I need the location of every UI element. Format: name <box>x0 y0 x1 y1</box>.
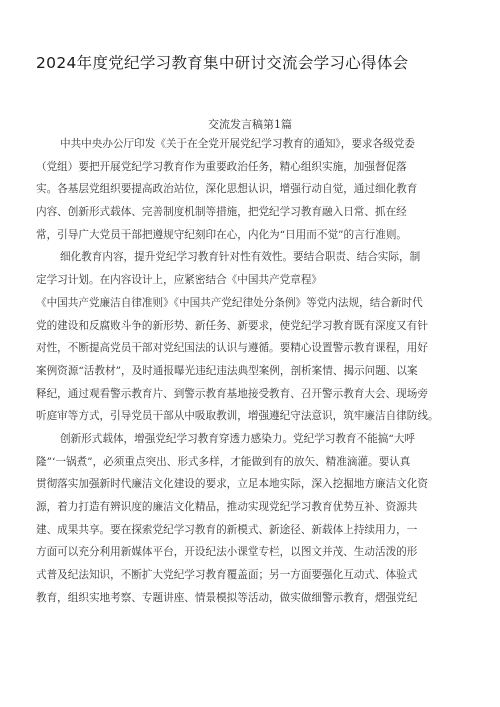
body-line: 定学习计划。在内容设计上，应紧密结合《中国共产党章程》 <box>36 274 323 287</box>
body-line: 释纪，通过观看警示教育片、到警示教育基地接受教育、召开警示教育大会、现场旁 <box>36 387 428 400</box>
document-body <box>36 133 468 609</box>
body-line: 常，引导广大党员干部把遵规守纪刻印在心，内化为“日用而不觉”的言行准则。 <box>36 228 408 241</box>
body-line: 贯彻落实加强新时代廉洁文化建设的要求，立足本地实际，深入挖掘地方廉洁文化资 <box>36 478 428 491</box>
body-line: 教育，组织实地考察、专题讲座、情景模拟等活动，做实做细警示教育，熠强党纪 <box>36 591 418 604</box>
body-line: 《中国共产党廉洁自律准则》《中国共产党纪律处分条例》等党内法规，结合新时代 <box>36 296 423 309</box>
body-line: 中共中央办公厅印发《关于在全党开展党纪学习教育的通知》，要求各级党委 <box>60 138 415 150</box>
body-line: 案例资源“活教材”，及时通报曝光违纪违法典型案例，剖析案情、揭示问题、以案 <box>36 364 418 377</box>
body-line: （党组）要把开展党纪学习教育作为重要政治任务，精心组织实施，加强督促落 <box>36 160 407 173</box>
body-line: 细化教育内容，提升党纪学习教育针对性有效性。要结合职责、结合实际，制 <box>60 251 421 264</box>
body-line: 式普及纪法知识，不断扩大党纪学习教育覆盖面；另一方面要强化互动式、体验式 <box>36 569 418 582</box>
body-line: 源，着力打造有辨识度的廉洁文化精品，推动实现党纪学习教育优势互补、资源共 <box>36 501 418 513</box>
document-subtitle: 交流发言稿第1篇 <box>208 118 292 131</box>
body-line: 创新形式载体，增强党纪学习教育穿透力感染力。党纪学习教育不能搞“大呼 <box>60 432 416 445</box>
body-line: 内容、创新形式载体、完善制度机制等措施，把党纪学习教育融入日常、抓在经 <box>36 206 407 219</box>
document-title: 2024年度党纪学习教育集中研讨交流会学习心得体会 <box>36 54 409 72</box>
body-line: 建、成果共享。要在探索党纪学习教育的新模式、新途径、新载体上持续用力，一 <box>36 523 418 536</box>
body-line: 党的建设和反腐败斗争的新形势、新任务、新要求，使党纪学习教育既有深度又有针 <box>36 319 428 332</box>
body-line: 对性，不断提高党员干部对党纪国法的认识与遵循。要精心设置警示教育课程，用好 <box>36 342 428 355</box>
body-line: 隆”‘一锅煮”，必须重点突出、形式多样，才能做到有的放矢、精准滴灌。要认真 <box>36 455 411 468</box>
body-line: 实。各基层党组织要提高政治站位，深化思想认识，增强行动自觉，通过细化教育 <box>36 183 418 196</box>
body-line: 方面可以充分利用新媒体平台，开设纪法小课堂专栏，以图文并茂、生动活泼的形 <box>36 546 418 559</box>
body-line: 听庭审等方式，引导党员干部从中吸取教训，增强遵纪守法意识，筑牢廉洁自律防线。 <box>36 410 439 423</box>
